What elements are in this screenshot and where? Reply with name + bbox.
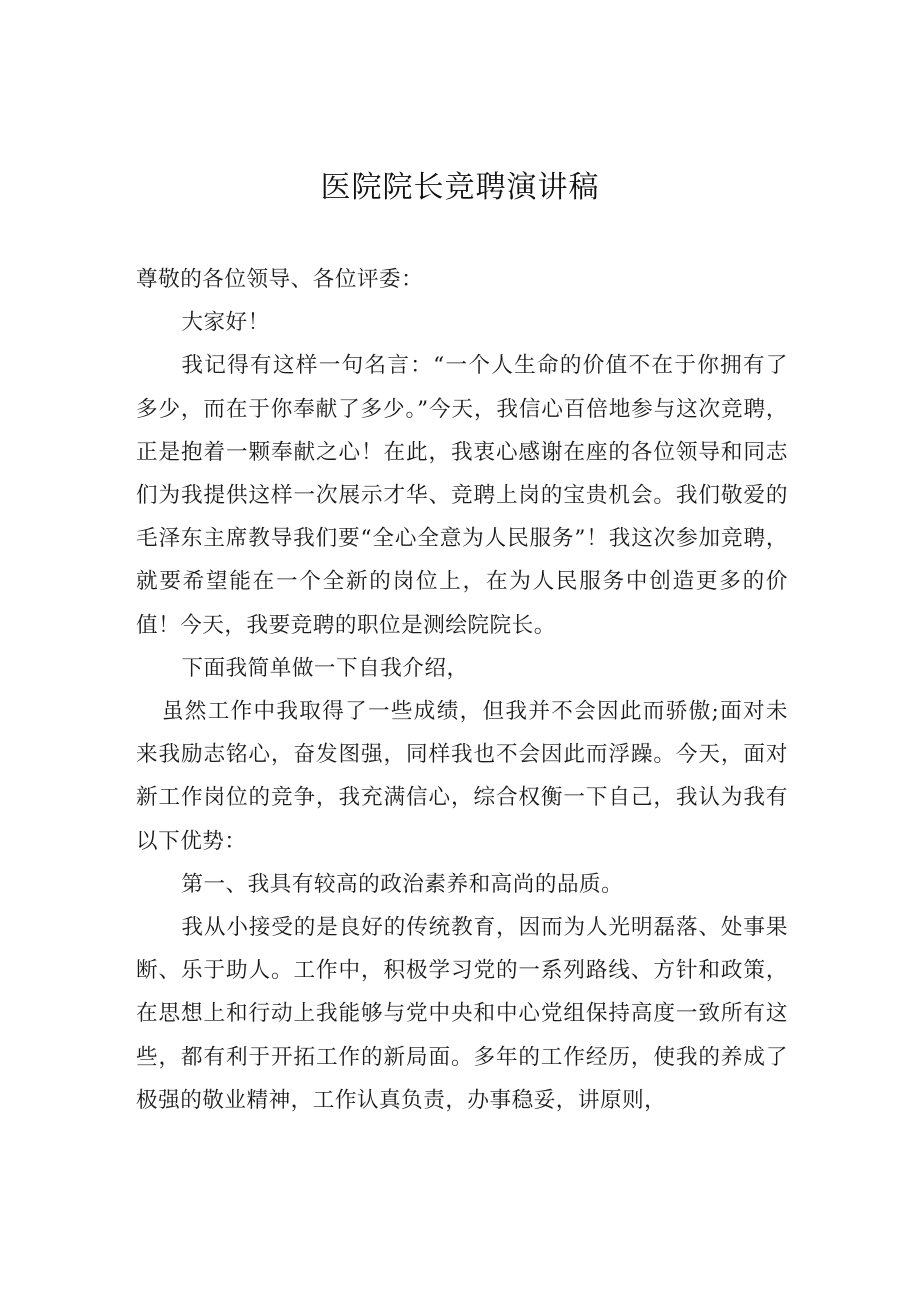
achievement-paragraph: 虽然工作中我取得了一些成绩，但我并不会因此而骄傲;面对未来我励志铭心，奋发图强，同样我也不会因此而浮躁。今天，面对新工作岗位的竞争，我充满信心，综合权衡一下自己，我认为我有以下优势：: [136, 699, 788, 854]
self-introduction-paragraph: 下面我简单做一下自我介绍，: [181, 655, 469, 681]
intro-paragraph: 我记得有这样一句名言：“一个人生命的价值不在于你拥有了多少，而在于你奉献了多少。”今天，我信心百倍地参与这次竞聘，正是抱着一颗奉献之心！在此，我衷心感谢在座的各位领导和同志们为我提供这样一次展示才华、竞聘上岗的宝贵机会。我们敬爱的毛泽东主席教导我们要“全心全意为人民服务”！我这次参加竞聘，就要希望能在一个全新的岗位上，在为人民服务中创造更多的价值！今天，我要竞聘的职位是测绘院院长。: [136, 353, 788, 638]
greeting-paragraph: 大家好！: [181, 310, 270, 336]
salutation-paragraph: 尊敬的各位领导、各位评委：: [136, 267, 424, 292]
document-title: 医院院长竞聘演讲稿: [320, 170, 600, 205]
advantage-heading-paragraph: 第一、我具有较高的政治素养和高尚的品质。: [181, 871, 624, 897]
document-body: [136, 258, 788, 1122]
advantage-detail-paragraph: 我从小接受的是良好的传统教育，因而为人光明磊落、处事果断、乐于助人。工作中，积极学习党的一系列路线、方针和政策，在思想上和行动上我能够与党中央和中心党组保持高度一致所有这些，都有利于开拓工作的新局面。多年的工作经历，使我的养成了极强的敬业精神，工作认真负责，办事稳妥，讲原则，: [136, 915, 788, 1113]
